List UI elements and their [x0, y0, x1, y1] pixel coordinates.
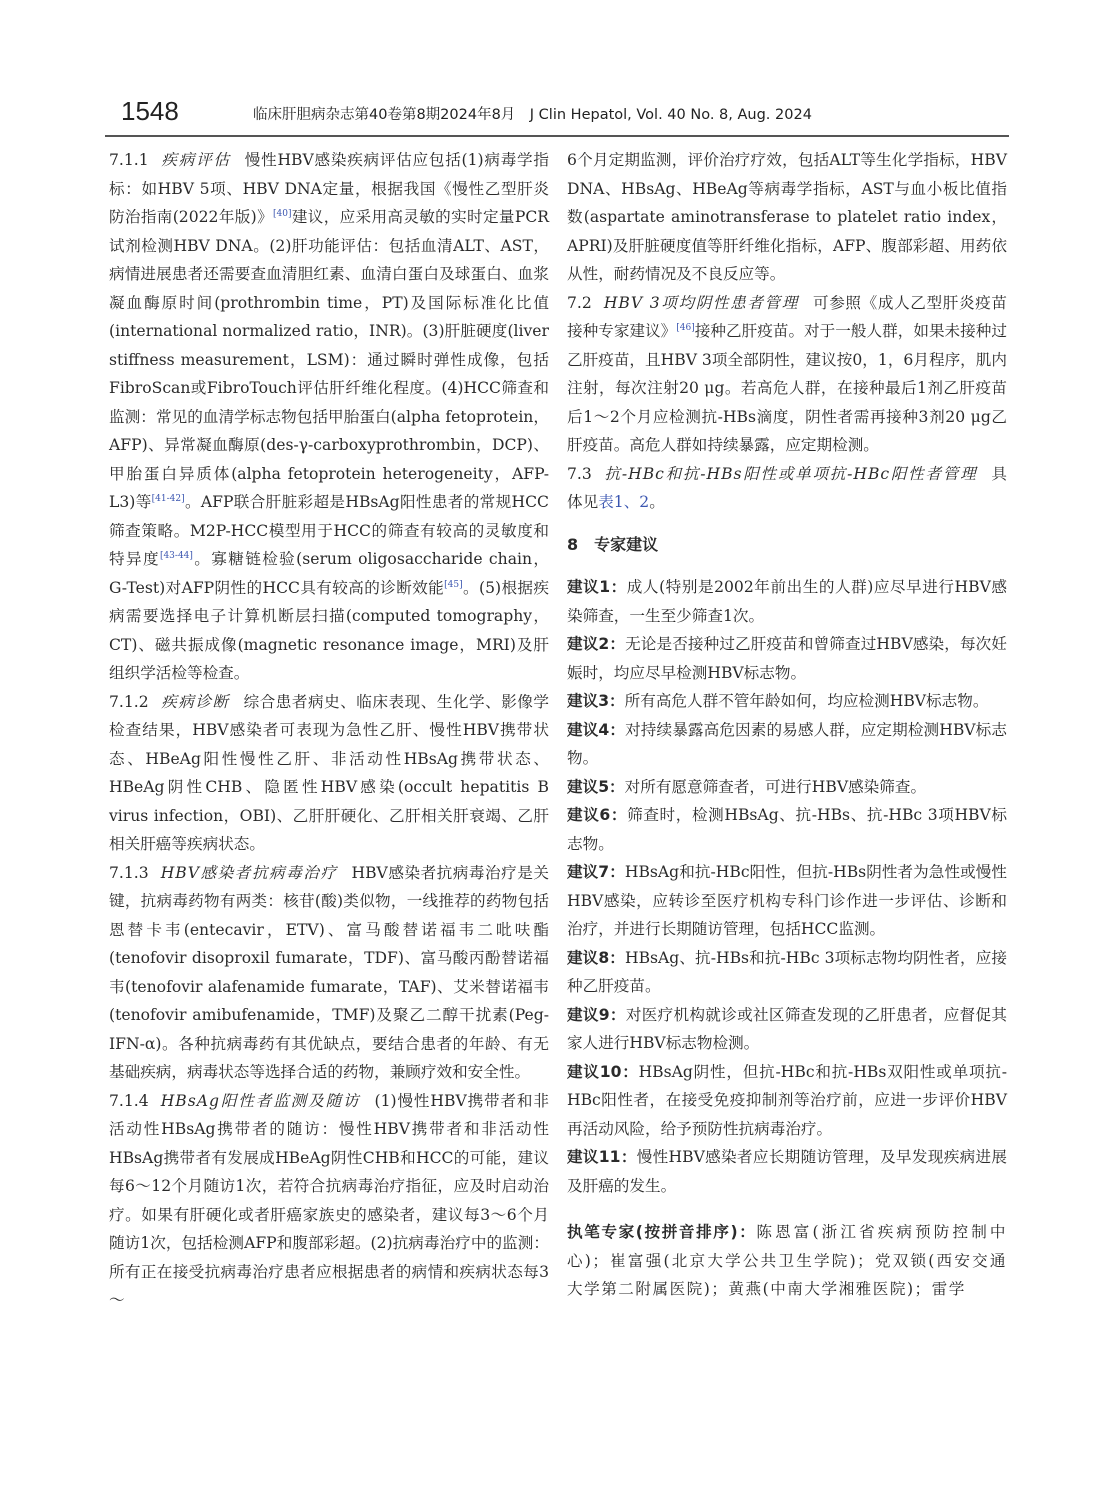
section-7-1-4-continued: [567, 146, 1007, 289]
body-text: 。(5)根据疾病需要选择电子计算机断层扫描(computed tomography，CT)、磁共振成像(magnetic resonance image，MRI)及肝组织学活检等检查。: [109, 578, 550, 682]
authors-block: [567, 1218, 1007, 1304]
citation-ref[interactable]: [40]: [273, 209, 292, 219]
recommendation-label: 建议1：: [567, 578, 627, 596]
recommendation-text: 对持续暴露高危因素的易感人群，应定期检测HBV标志物。: [567, 720, 1007, 767]
recommendation-item: [567, 1143, 1007, 1200]
recommendation-label: 建议8：: [567, 948, 625, 967]
recommendation-item: [567, 573, 1007, 630]
section-7-3: [567, 460, 1007, 517]
body-text: (1)慢性HBV携带者和非活动性HBsAg携带者的随访：慢性HBV携带者和非活动性HBsAg携带者有发展成HBeAg阴性CHB和HCC的可能，建议每6～12个月随访1次，若符合抗病毒治疗指征，应及时启动治疗。如果有肝硬化或者肝癌家族史的感染者，建议每3～6个月随访1次，包括检测AFP和腹部彩超。(2)抗病毒治疗中的监测：所有正在接受抗病毒治疗患者应根据患者的病情和疾病状态每3～: [109, 1091, 549, 1309]
page-header: [115, 96, 1009, 130]
recommendation-label: 建议4：: [567, 720, 626, 739]
recommendation-item: [567, 687, 1007, 716]
body-text: HBV感染者抗病毒治疗是关键，抗病毒药物有两类：核苷(酸)类似物，一线推荐的药物包括恩替卡韦(entecavir，ETV)、富马酸替诺福韦二吡呋酯(tenofovir disoproxil fumarate，TDF)、富马酸丙酚替诺福韦(tenofovir alafenamide fumarate，TAF)、艾米替诺福韦(tenofovir amibufenamide，TMF)及聚乙二醇干扰素(Peg-IFN-α)。各种抗病毒药有其优缺点，要结合患者的年龄、有无基础疾病，病毒状态等选择合适的药物，兼顾疗效和安全性。: [109, 863, 549, 1081]
recommendation-text: 成人(特别是2002年前出生的人群)应尽早进行HBV感染筛查，一生至少筛查1次。: [567, 578, 1007, 625]
right-column: [567, 146, 1007, 1304]
body-text: 慢性HBV感染疾病评估应包括(1)病毒学指标：如HBV 5项、HBV DNA定量，根据我国《慢性乙型肝炎防治指南(2022年版)》: [109, 151, 549, 226]
citation-ref[interactable]: [43-44]: [159, 551, 193, 561]
section-number: 7.1.4: [109, 1091, 149, 1110]
recommendation-item: [567, 1001, 1007, 1058]
recommendation-text: HBsAg、抗-HBs和抗-HBc 3项标志物均阴性者，应接种乙肝疫苗。: [567, 948, 1007, 995]
section-7-1-1: [109, 146, 549, 688]
recommendation-item: [567, 1058, 1007, 1144]
page-number: 1548: [121, 96, 179, 126]
section-7-2: [567, 289, 1007, 460]
recommendation-label: 建议7：: [567, 863, 625, 881]
section-title: HBV 3项均阴性患者管理: [603, 293, 799, 312]
recommendation-item: [567, 858, 1007, 944]
section-title: HBV感染者抗病毒治疗: [160, 863, 338, 882]
authors-label: 执笔专家(按拼音排序)：: [567, 1223, 757, 1241]
recommendation-item: [567, 630, 1007, 687]
section-title: 疾病诊断: [160, 692, 230, 711]
body-text: 。: [649, 493, 665, 511]
section-number: 7.1.1: [109, 151, 149, 169]
recommendation-item: [567, 716, 1007, 773]
section-7-1-4: [109, 1087, 549, 1315]
section-number: 7.1.3: [109, 863, 149, 882]
recommendation-label: 建议2：: [567, 635, 626, 653]
recommendation-label: 建议9：: [567, 1005, 626, 1024]
recommendation-text: 无论是否接种过乙肝疫苗和曾筛查过HBV感染，每次妊娠时，均应尽早检测HBV标志物。: [567, 635, 1007, 682]
recommendation-text: HBsAg和抗-HBc阳性，但抗-HBs阴性者为急性或慢性HBV感染，应转诊至医疗机构专科门诊作进一步评估、诊断和治疗，并进行长期随访管理，包括HCC监测。: [567, 863, 1007, 938]
section-number: 7.2: [567, 293, 592, 312]
recommendation-label: 建议10：: [567, 1062, 639, 1081]
recommendation-text: 对所有愿意筛查者，可进行HBV感染筛查。: [624, 777, 927, 796]
citation-ref[interactable]: [46]: [676, 323, 695, 333]
body-text: 建议，应采用高灵敏的实时定量PCR试剂检测HBV DNA。(2)肝功能评估：包括血清ALT、AST，病情进展患者还需要查血清胆红素、血清白蛋白及球蛋白、血浆凝血酶原时间(prothrombin time，PT)及国际标准化比值(international normalized ratio，INR)。(3)肝脏硬度(liver stiffness measurement，LSM)：通过瞬时弹性成像，包括FibroScan或FibroTouch评估肝纤维化程度。(4)HCC筛查和监测：常见的血清学标志物包括甲胎蛋白(alpha fetoprotein，AFP)、异常凝血酶原(des-γ-carboxyprothrombin，DCP)、甲胎蛋白异质体(alpha fetoprotein heterogeneity，AFP-L3)等: [109, 208, 549, 511]
body-text: 。寡糖链检验(serum oligosaccharide chain，G-Test)对AFP阴性的HCC具有较高的诊断效能: [109, 550, 549, 597]
body-text: 综合患者病史、临床表现、生化学、影像学检查结果，HBV感染者可表现为急性乙肝、慢性HBV携带状态、HBeAg阳性慢性乙肝、非活动性HBsAg携带状态、HBeAg阴性CHB、隐匿性HBV感染(occult hepatitis B virus infection，OBI)、乙肝肝硬化、乙肝相关肝衰竭、乙肝相关肝癌等疾病状态。: [109, 692, 549, 853]
recommendation-item: [567, 944, 1007, 1001]
header-rule: [105, 135, 1009, 137]
body-text: 接种乙肝疫苗。对于一般人群，如果未接种过乙肝疫苗，且HBV 3项全部阴性，建议按0，1，6月程序，肌内注射，每次注射20 μg。若高危人群，在接种最后1剂乙肝疫苗后1～2个月应检测抗-HBs滴度，阴性者需再接种3剂20 μg乙肝疫苗。高危人群如持续暴露，应定期检测。: [567, 322, 1007, 454]
citation-ref[interactable]: [45]: [444, 579, 463, 590]
left-column: [109, 146, 549, 1315]
recommendation-label: 建议5：: [567, 777, 625, 796]
recommendation-label: 建议6：: [567, 806, 628, 824]
recommendation-text: HBsAg阴性，但抗-HBc和抗-HBs双阳性或单项抗-HBc阳性者，在接受免疫抑制剂等治疗前，应进一步评价HBV再活动风险，给予预防性抗病毒治疗。: [567, 1062, 1007, 1138]
body-text: 。AFP联合肝脏彩超是HBsAg阳性患者的常规HCC筛查策略。M2P-HCC模型用于HCC的筛查有较高的灵敏度和特异度: [109, 493, 549, 568]
citation-ref[interactable]: [41-42]: [151, 494, 185, 504]
section-number: 7.1.2: [109, 692, 149, 711]
recommendation-text: 慢性HBV感染者应长期随访管理，及早发现疾病进展及肝癌的发生。: [567, 1148, 1007, 1195]
body-text: 6个月定期监测，评价治疗疗效，包括ALT等生化学指标，HBV DNA、HBsAg、HBeAg等病毒学指标，AST与血小板比值指数(aspartate aminotransferase to platelet ratio index，APRI)及肝脏硬度值等肝纤维化指标，AFP、腹部彩超、用药依从性，耐药情况及不良反应等。: [567, 151, 1007, 283]
section-number: 7.3: [567, 464, 592, 483]
recommendation-item: [567, 801, 1007, 858]
section-8-heading: 8 专家建议: [567, 534, 659, 554]
table-link[interactable]: 表1、2: [598, 493, 650, 511]
recommendation-text: 所有高危人群不管年龄如何，均应检测HBV标志物。: [624, 692, 989, 710]
body-text: 可参照《成人乙型肝炎疫苗接种专家建议》: [567, 293, 1007, 340]
recommendation-text: 对医疗机构就诊或社区筛查发现的乙肝患者，应督促其家人进行HBV标志物检测。: [567, 1005, 1007, 1052]
section-title: 疾病评估: [160, 151, 231, 169]
journal-citation: 临床肝胆病杂志第40卷第8期2024年8月 J Clin Hepatol, Vol. 40 No. 8, Aug. 2024: [253, 107, 812, 123]
section-title: 抗-HBc和抗-HBs阳性或单项抗-HBc阳性者管理: [603, 464, 978, 483]
section-title: HBsAg阳性者监测及随访: [160, 1091, 361, 1110]
recommendation-item: [567, 773, 1007, 802]
body-text: 具体见: [567, 464, 1007, 511]
recommendation-text: 筛查时，检测HBsAg、抗-HBs、抗-HBc 3项HBV标志物。: [567, 806, 1007, 853]
section-7-1-3: [109, 859, 549, 1087]
authors-text: 陈恩富(浙江省疾病预防控制中心)；崔富强(北京大学公共卫生学院)；党双锁(西安交通大学第二附属医院)；黄燕(中南大学湘雅医院)；雷学: [567, 1223, 1007, 1298]
recommendations-list: [567, 573, 1007, 1200]
section-7-1-2: [109, 688, 549, 859]
recommendation-label: 建议11：: [567, 1148, 637, 1166]
recommendation-label: 建议3：: [567, 692, 625, 710]
